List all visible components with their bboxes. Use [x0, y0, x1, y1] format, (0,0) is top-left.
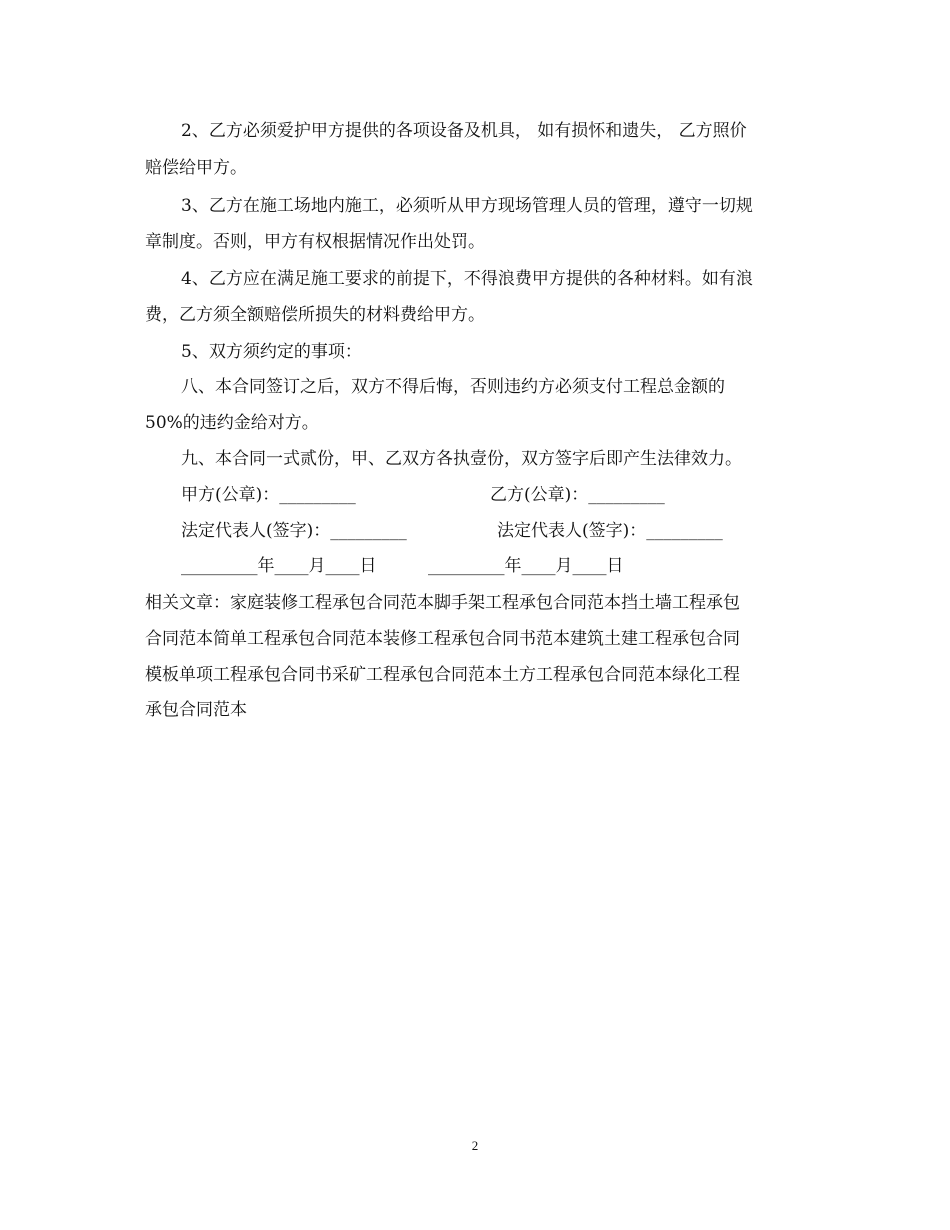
- clause-2-line-1: 2、乙方必须爱护甲方提供的各项设备及机具， 如有损怀和遗失， 乙方照价: [181, 121, 747, 141]
- related-articles-line-4: 承包合同范本: [145, 700, 247, 720]
- clause-5-line-1: 5、双方须约定的事项：: [181, 342, 362, 362]
- article-9-line-1: 九、本合同一式贰份，甲、乙双方各执壹份，双方签字后即产生法律效力。: [181, 449, 742, 469]
- clause-3-line-1: 3、乙方在施工场地内施工，必须听从甲方现场管理人员的管理，遵守一切规: [181, 196, 753, 216]
- party-a-date: _________年____月____日: [181, 556, 377, 576]
- clause-4-line-1: 4、乙方应在满足施工要求的前提下，不得浪费甲方提供的各种材料。如有浪: [181, 269, 753, 289]
- party-b-representative: 法定代表人(签字)：_________: [497, 521, 723, 541]
- clause-3-line-2: 章制度。否则，甲方有权根据情况作出处罚。: [145, 232, 485, 252]
- clause-4-line-2: 费，乙方须全额赔偿所损失的材料费给甲方。: [145, 305, 485, 325]
- article-8-line-1: 八、本合同签订之后，双方不得后悔，否则违约方必须支付工程总金额的: [181, 377, 725, 397]
- clause-2-line-2: 赔偿给甲方。: [145, 158, 247, 178]
- related-articles-line-1: 相关文章：家庭装修工程承包合同范本脚手架工程承包合同范本挡土墙工程承包: [145, 593, 740, 613]
- party-a-seal: 甲方(公章)：_________: [181, 485, 356, 505]
- page-number: 2: [471, 1138, 479, 1153]
- article-8-line-2: 50%的违约金给对方。: [145, 413, 319, 433]
- party-a-representative: 法定代表人(签字)：_________: [181, 521, 407, 541]
- party-b-date: _________年____月____日: [428, 556, 624, 576]
- related-articles-line-3: 模板单项工程承包合同书采矿工程承包合同范本土方工程承包合同范本绿化工程: [145, 665, 740, 685]
- party-b-seal: 乙方(公章)：_________: [490, 485, 665, 505]
- related-articles-line-2: 合同范本简单工程承包合同范本装修工程承包合同书范本建筑土建工程承包合同: [145, 629, 740, 649]
